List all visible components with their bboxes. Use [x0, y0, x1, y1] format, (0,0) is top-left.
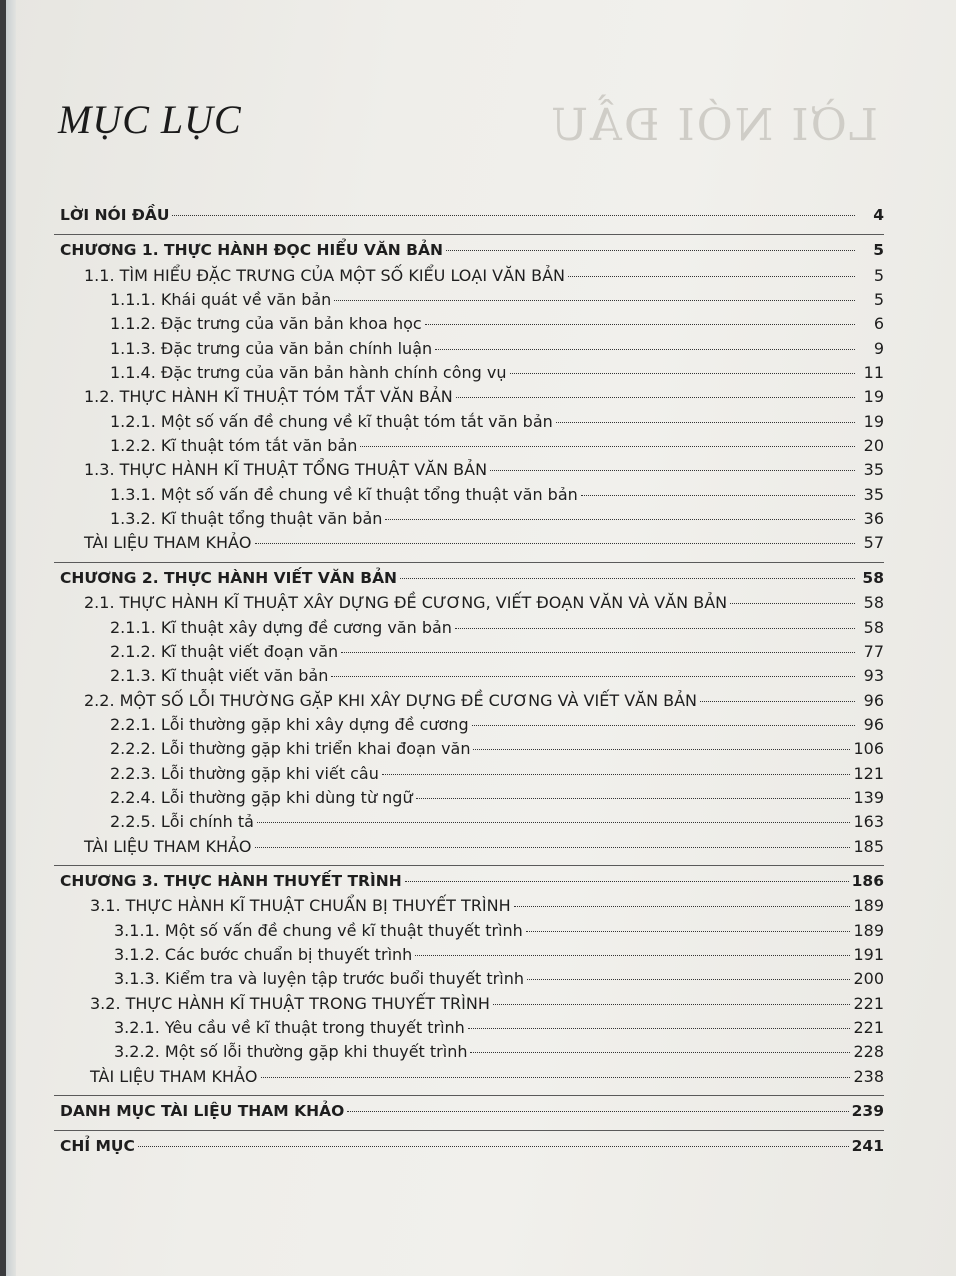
- dot-leader: [446, 250, 855, 251]
- toc-entry: [54, 715, 884, 739]
- toc-page-number: 200: [853, 969, 884, 989]
- toc-entry: [54, 739, 884, 763]
- dot-leader: [470, 1052, 850, 1053]
- toc-entry: [54, 241, 884, 265]
- toc-page-number: 20: [863, 436, 884, 456]
- toc-page-number: 58: [862, 568, 884, 587]
- toc-page-number: 5: [873, 241, 884, 260]
- dot-leader: [425, 324, 855, 325]
- toc-label: CHỈ MỤC: [60, 1137, 135, 1156]
- dot-leader: [473, 749, 850, 750]
- toc-page-number: 5: [873, 265, 884, 285]
- dot-leader: [172, 215, 855, 216]
- toc-label: 3.2.2. Một số lỗi thường gặp khi thuyết trình: [114, 1042, 468, 1062]
- toc-entry: [54, 1042, 884, 1066]
- table-of-contents: [54, 206, 884, 1162]
- toc-entry: [54, 314, 884, 338]
- dot-leader: [472, 725, 855, 726]
- bleed-through-text: LỜI NÓI ĐẦU: [549, 100, 878, 151]
- toc-label: 1.2.2. Kĩ thuật tóm tắt văn bản: [110, 436, 358, 456]
- toc-label: CHƯƠNG 3. THỰC HÀNH THUYẾT TRÌNH: [60, 871, 402, 890]
- toc-label: 1.1.3. Đặc trưng của văn bản chính luận: [110, 338, 433, 358]
- dot-leader: [526, 931, 851, 932]
- toc-page-number: 4: [873, 206, 884, 224]
- toc-label: 1.1.2. Đặc trưng của văn bản khoa học: [110, 314, 422, 334]
- dot-leader: [385, 519, 855, 520]
- toc-label: 1.3. THỰC HÀNH KĨ THUẬT TỔNG THUẬT VĂN BẢN: [84, 460, 488, 480]
- dot-leader: [360, 446, 855, 447]
- toc-entry: [54, 339, 884, 363]
- toc-label: 3.1.2. Các bước chuẩn bị thuyết trình: [114, 944, 413, 964]
- toc-label: 2.2.5. Lỗi chính tả: [110, 812, 254, 832]
- toc-entry: [54, 569, 884, 593]
- toc-label: LỜI NÓI ĐẦU: [60, 206, 170, 224]
- toc-entry: [54, 290, 884, 314]
- dot-leader: [382, 774, 851, 775]
- section-divider: [54, 1130, 884, 1131]
- dot-leader: [405, 881, 849, 882]
- toc-label: 2.1.1. Kĩ thuật xây dựng đề cương văn bản: [110, 617, 452, 637]
- toc-label: 3.1. THỰC HÀNH KĨ THUẬT CHUẨN BỊ THUYẾT TRÌNH: [90, 896, 511, 916]
- toc-entry: [54, 436, 884, 460]
- toc-entry: [54, 691, 884, 715]
- dot-leader: [138, 1146, 849, 1147]
- dot-leader: [331, 676, 855, 677]
- toc-page-number: 58: [863, 593, 884, 613]
- toc-entry: [54, 896, 884, 920]
- toc-label: 2.2. MỘT SỐ LỖI THƯỜNG GẶP KHI XÂY DỰNG ĐỀ CƯƠNG VÀ VIẾT VĂN BẢN: [84, 690, 698, 710]
- toc-page-number: 58: [863, 617, 884, 637]
- toc-page-number: 139: [853, 787, 884, 807]
- toc-entry: [54, 1018, 884, 1042]
- toc-entry: [54, 206, 884, 230]
- toc-page-number: 221: [853, 1018, 884, 1037]
- dot-leader: [527, 979, 850, 980]
- toc-label: CHƯƠNG 1. THỰC HÀNH ĐỌC HIỂU VĂN BẢN: [60, 241, 443, 260]
- toc-page-number: 191: [853, 944, 884, 964]
- dot-leader: [255, 543, 855, 544]
- toc-entry: [54, 1102, 884, 1126]
- toc-entry: [54, 593, 884, 617]
- toc-entry: [54, 618, 884, 642]
- toc-entry: [54, 509, 884, 533]
- toc-entry: [54, 666, 884, 690]
- toc-page-number: 96: [863, 690, 884, 710]
- toc-label: 1.1. TÌM HIỂU ĐẶC TRƯNG CỦA MỘT SỐ KIỂU LOẠI VĂN BẢN: [84, 265, 565, 285]
- toc-entry: [54, 460, 884, 484]
- toc-label: 3.1.3. Kiểm tra và luyện tập trước buổi thuyết trình: [114, 969, 524, 989]
- toc-page-number: 241: [851, 1137, 884, 1156]
- toc-entry: [54, 387, 884, 411]
- toc-entry: [54, 969, 884, 993]
- dot-leader: [455, 628, 855, 629]
- toc-entry: [54, 485, 884, 509]
- toc-entry: [54, 266, 884, 290]
- toc-page-number: 186: [851, 871, 884, 890]
- toc-label: 2.1.3. Kĩ thuật viết văn bản: [110, 666, 329, 686]
- toc-page-number: 35: [863, 484, 884, 504]
- toc-page-number: 5: [873, 290, 884, 310]
- book-page: [6, 0, 956, 1276]
- toc-page-number: 163: [853, 812, 884, 832]
- toc-entry: [54, 921, 884, 945]
- toc-label: 3.1.1. Một số vấn đề chung về kĩ thuật thuyết trình: [114, 920, 523, 940]
- toc-page-number: 121: [853, 763, 884, 783]
- toc-entry: [54, 872, 884, 896]
- toc-page-number: 221: [853, 993, 884, 1013]
- toc-label: 1.3.1. Một số vấn đề chung về kĩ thuật tổng thuật văn bản: [110, 484, 578, 504]
- toc-label: 2.2.4. Lỗi thường gặp khi dùng từ ngữ: [110, 787, 413, 807]
- toc-entry: [54, 945, 884, 969]
- page-title: MỤC LỤC: [58, 97, 242, 142]
- toc-page-number: 77: [863, 641, 884, 661]
- section-divider: [54, 562, 884, 563]
- toc-page-number: 239: [851, 1102, 884, 1121]
- toc-page-number: 19: [863, 387, 884, 407]
- toc-label: 2.2.1. Lỗi thường gặp khi xây dựng đề cương: [110, 714, 469, 734]
- dot-leader: [493, 1004, 851, 1005]
- toc-page-number: 96: [863, 714, 884, 734]
- toc-label: 1.1.1. Khái quát về văn bản: [110, 290, 332, 310]
- toc-page-number: 36: [863, 509, 884, 529]
- toc-label: TÀI LIỆU THAM KHẢO: [90, 1066, 258, 1086]
- toc-label: DANH MỤC TÀI LIỆU THAM KHẢO: [60, 1102, 345, 1121]
- toc-page-number: 106: [853, 739, 884, 759]
- dot-leader: [514, 906, 851, 907]
- dot-leader: [334, 300, 855, 301]
- toc-label: TÀI LIỆU THAM KHẢO: [84, 533, 252, 553]
- dot-leader: [255, 847, 851, 848]
- toc-label: TÀI LIỆU THAM KHẢO: [84, 836, 252, 856]
- dot-leader: [400, 578, 855, 579]
- dot-leader: [568, 276, 855, 277]
- dot-leader: [435, 349, 855, 350]
- dot-leader: [416, 798, 851, 799]
- dot-leader: [415, 955, 850, 956]
- dot-leader: [341, 652, 855, 653]
- dot-leader: [556, 422, 855, 423]
- toc-entry: [54, 1137, 884, 1161]
- section-divider: [54, 1095, 884, 1096]
- toc-page-number: 238: [853, 1066, 884, 1086]
- toc-label: 2.1.2. Kĩ thuật viết đoạn văn: [110, 641, 339, 661]
- section-divider: [54, 234, 884, 235]
- toc-label: 1.2.1. Một số vấn đề chung về kĩ thuật tóm tắt văn bản: [110, 411, 553, 431]
- toc-entry: [54, 642, 884, 666]
- toc-label: 2.2.2. Lỗi thường gặp khi triển khai đoạn văn: [110, 739, 471, 759]
- dot-leader: [456, 397, 855, 398]
- dot-leader: [581, 495, 855, 496]
- toc-label: 2.2.3. Lỗi thường gặp khi viết câu: [110, 763, 379, 783]
- toc-label: 3.2. THỰC HÀNH KĨ THUẬT TRONG THUYẾT TRÌNH: [90, 993, 490, 1013]
- toc-page-number: 185: [853, 836, 884, 856]
- toc-page-number: 228: [853, 1042, 884, 1062]
- toc-entry: [54, 837, 884, 861]
- toc-page-number: 57: [863, 533, 884, 553]
- section-divider: [54, 865, 884, 866]
- toc-entry: [54, 788, 884, 812]
- toc-page-number: 19: [863, 411, 884, 431]
- toc-page-number: 6: [873, 314, 884, 334]
- toc-entry: [54, 1067, 884, 1091]
- toc-label: 3.2.1. Yêu cầu về kĩ thuật trong thuyết trình: [114, 1018, 465, 1037]
- toc-page-number: 189: [853, 920, 884, 940]
- toc-label: 1.2. THỰC HÀNH KĨ THUẬT TÓM TẮT VĂN BẢN: [84, 387, 453, 407]
- toc-label: 1.1.4. Đặc trưng của văn bản hành chính công vụ: [110, 363, 507, 383]
- toc-page-number: 189: [853, 896, 884, 916]
- dot-leader: [468, 1028, 851, 1029]
- dot-leader: [700, 701, 855, 702]
- toc-entry: [54, 412, 884, 436]
- toc-label: 2.1. THỰC HÀNH KĨ THUẬT XÂY DỰNG ĐỀ CƯƠNG, VIẾT ĐOẠN VĂN VÀ VĂN BẢN: [84, 593, 728, 613]
- toc-page-number: 93: [863, 666, 884, 686]
- toc-label: 1.3.2. Kĩ thuật tổng thuật văn bản: [110, 509, 383, 529]
- dot-leader: [490, 470, 855, 471]
- dot-leader: [510, 373, 856, 374]
- toc-entry: [54, 994, 884, 1018]
- toc-entry: [54, 812, 884, 836]
- toc-entry: [54, 363, 884, 387]
- dot-leader: [347, 1111, 848, 1112]
- toc-page-number: 9: [873, 338, 884, 358]
- dot-leader: [730, 603, 855, 604]
- dot-leader: [257, 822, 851, 823]
- toc-entry: [54, 533, 884, 557]
- toc-page-number: 11: [863, 363, 884, 383]
- toc-label: CHƯƠNG 2. THỰC HÀNH VIẾT VĂN BẢN: [60, 568, 398, 587]
- dot-leader: [261, 1077, 851, 1078]
- toc-entry: [54, 764, 884, 788]
- toc-page-number: 35: [863, 460, 884, 480]
